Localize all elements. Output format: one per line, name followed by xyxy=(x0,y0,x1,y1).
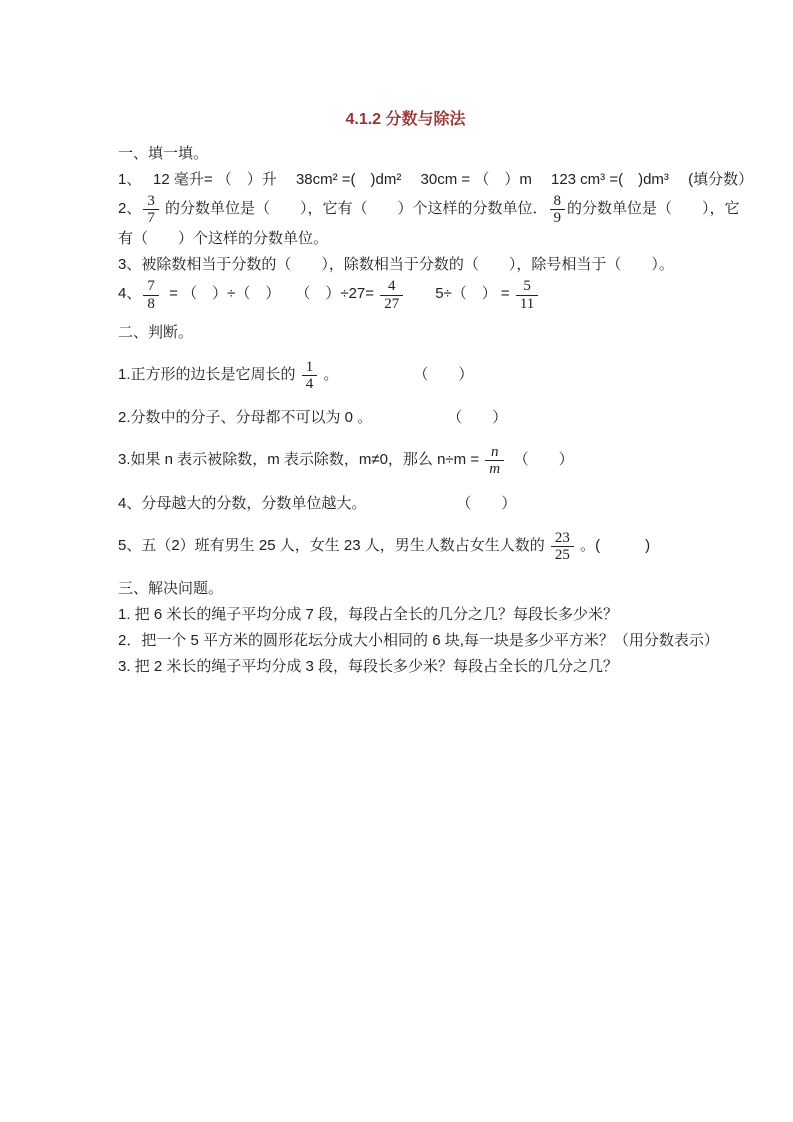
solve-q2: 2．把一个 5 平方米的圆形花坛分成大小相同的 6 块,每一块是多少平方米？（用分数表示） xyxy=(118,631,719,649)
fill-q4 xyxy=(118,278,693,311)
fraction-denominator: 7 xyxy=(143,209,159,226)
judge-q3-text-1: 3.如果 n 表示被除数，m 表示除数，m≠0，那么 n÷m = xyxy=(118,451,484,469)
fraction-denominator: 25 xyxy=(551,546,574,563)
fraction-1-4 xyxy=(302,359,318,392)
judge-q1-text-1: 1.正方形的边长是它周长的 xyxy=(118,365,300,383)
fraction-denominator: 11 xyxy=(516,295,538,312)
fill-q2-text-1: 的分数单位是（ ），它有（ ）个这样的分数单位． xyxy=(160,199,548,217)
fraction-4-27 xyxy=(380,278,403,311)
judge-q1 xyxy=(118,359,693,392)
fraction-denominator: m xyxy=(485,460,504,477)
judge-q3 xyxy=(118,444,693,477)
fill-q4-number: 4、 xyxy=(118,285,142,303)
fraction-23-25 xyxy=(551,530,574,563)
fill-q3: 3、被除数相当于分数的（ ），除数相当于分数的（ ），除号相当于（ ）。 xyxy=(118,256,674,274)
fill-q2-number: 2、 xyxy=(118,199,142,217)
fill-q2-text-2: 的分数单位是（ ），它 xyxy=(567,199,740,217)
fraction-numerator: 7 xyxy=(147,278,155,295)
fraction-numerator: 1 xyxy=(305,358,314,375)
fraction-denominator: 4 xyxy=(302,375,318,392)
fraction-denominator: 9 xyxy=(550,209,566,226)
solve-q3: 3. 把 2 米长的绳子平均分成 3 段，每段长多少米？每段占全长的几分之几？ xyxy=(118,657,619,675)
fraction-n-m xyxy=(485,444,504,477)
fraction-numerator: 23 xyxy=(554,529,570,546)
fraction-numerator: 4 xyxy=(387,278,396,295)
fill-q4-text-1: = （ ）÷（ ） （ ）÷27= xyxy=(160,285,379,303)
fraction-numerator: 5 xyxy=(523,278,531,295)
fill-q4-text-2: 5÷（ ） = xyxy=(405,285,514,303)
judge-q5-text-2: 。( ) xyxy=(575,536,651,554)
judge-q5 xyxy=(118,530,693,563)
worksheet-title: 4.1.2 分数与除法 xyxy=(345,111,466,128)
section-fill-heading: 一、填一填。 xyxy=(118,145,209,162)
fraction-numerator: n xyxy=(490,444,499,461)
judge-q3-text-2: （ ） xyxy=(506,451,574,469)
fill-q1: 1、 12 毫升= （ ）升 38cm² =( )dm² 30cm = （ ）m 123 cm³ =( )dm³ (填分数） xyxy=(118,171,754,188)
judge-q2: 2.分数中的分子、分母都不可以为 0 。 （ ） xyxy=(118,409,508,427)
fraction-denominator: 8 xyxy=(143,295,159,312)
fraction-7-8 xyxy=(143,278,159,311)
judge-q4: 4、分母越大的分数，分数单位越大。 （ ） xyxy=(118,494,517,512)
judge-q5-text-1: 5、五（2）班有男生 25 人，女生 23 人，男生人数占女生人数的 xyxy=(118,536,549,554)
fraction-5-11 xyxy=(516,278,538,311)
fill-q2-line2: 有（ ）个这样的分数单位。 xyxy=(118,230,329,248)
fill-q2-line1 xyxy=(118,193,740,227)
fraction-8-9 xyxy=(550,193,566,226)
judge-q1-text-2: 。 （ ） xyxy=(319,365,474,383)
section-judge-heading: 二、判断。 xyxy=(118,323,194,341)
fraction-numerator: 8 xyxy=(553,193,562,209)
section-solve-heading: 三、解决问题。 xyxy=(118,579,224,597)
solve-q1: 1. 把 6 米长的绳子平均分成 7 段，每段占全长的几分之几？每段长多少米？ xyxy=(118,605,619,623)
fraction-denominator: 27 xyxy=(380,295,403,312)
fraction-3-7 xyxy=(143,193,159,226)
fraction-numerator: 3 xyxy=(147,193,155,209)
